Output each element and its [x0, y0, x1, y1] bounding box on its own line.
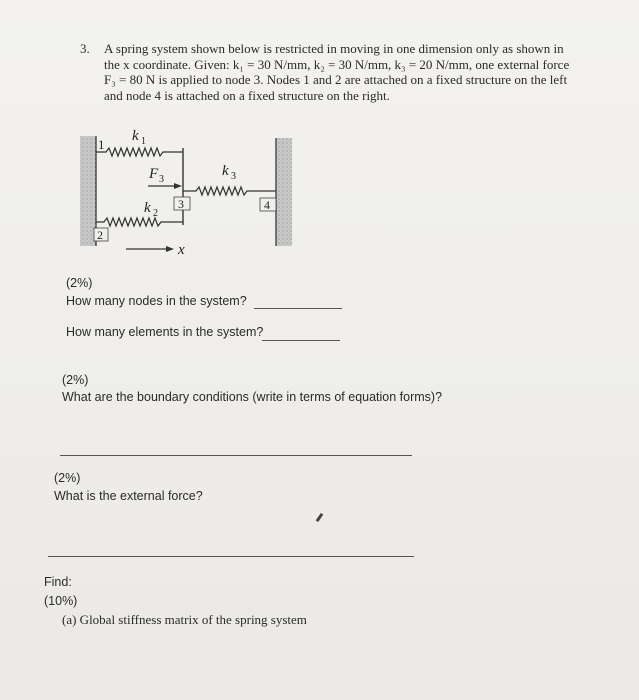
- problem-line-2: the x coordinate. Given: k₁ = 30 N/mm, k₂ = 30 N/mm, k₃ = 20 N/mm, one external force: [104, 56, 570, 72]
- find-label: Find:: [44, 575, 72, 589]
- k3-label: k: [222, 163, 229, 179]
- spring-k2: [96, 218, 183, 226]
- q2-weight: (2%): [62, 373, 89, 387]
- q1-nodes-answer-blank[interactable]: [254, 308, 342, 309]
- problem-line-1: A spring system shown below is restricted in moving in one dimension only as shown in: [104, 41, 564, 56]
- right-fixed-wall: [276, 138, 292, 246]
- q3-weight: (2%): [54, 471, 81, 485]
- q1-weight: (2%): [66, 276, 93, 290]
- q1-nodes-question: How many nodes in the system?: [66, 294, 247, 308]
- f3-label: F: [149, 166, 159, 182]
- node-3-label: 3: [178, 197, 184, 211]
- node-4-label: 4: [264, 198, 270, 212]
- node-2-label: 2: [97, 228, 103, 242]
- q3-answer-line[interactable]: [48, 556, 414, 557]
- spring-k1: [96, 148, 183, 156]
- k2-label: k: [144, 200, 151, 216]
- left-fixed-wall: [80, 136, 96, 246]
- q1-elements-answer-blank[interactable]: [262, 340, 340, 341]
- node-1-label: 1: [98, 137, 105, 152]
- k1-label: k: [132, 128, 139, 144]
- x-axis-label: x: [178, 242, 185, 258]
- q2-answer-line[interactable]: [60, 455, 412, 456]
- problem-number: 3.: [80, 41, 90, 56]
- problem-statement: [80, 41, 600, 103]
- f3-subscript: 3: [159, 174, 164, 185]
- problem-line-4: and node 4 is attached on a fixed structure on the right.: [104, 87, 390, 103]
- problem-line-3: F₃ = 80 N is applied to node 3. Nodes 1 and 2 are attached on a fixed structure on the left: [104, 72, 568, 87]
- pen-mark: [316, 513, 324, 522]
- spring-k3: [183, 187, 276, 195]
- find-weight: (10%): [44, 594, 78, 608]
- find-global-stiffness-matrix: (a) Global stiffness matrix of the spring system: [62, 612, 307, 627]
- q1-elements-question: How many elements in the system?: [66, 325, 264, 339]
- q3-force-question: What is the external force?: [54, 489, 203, 503]
- k1-subscript: 1: [141, 136, 146, 147]
- q2-boundary-question: What are the boundary conditions (write in terms of equation forms)?: [62, 390, 443, 404]
- k3-subscript: 3: [231, 171, 236, 182]
- k2-subscript: 2: [153, 208, 158, 219]
- spring-system-figure: [70, 118, 310, 268]
